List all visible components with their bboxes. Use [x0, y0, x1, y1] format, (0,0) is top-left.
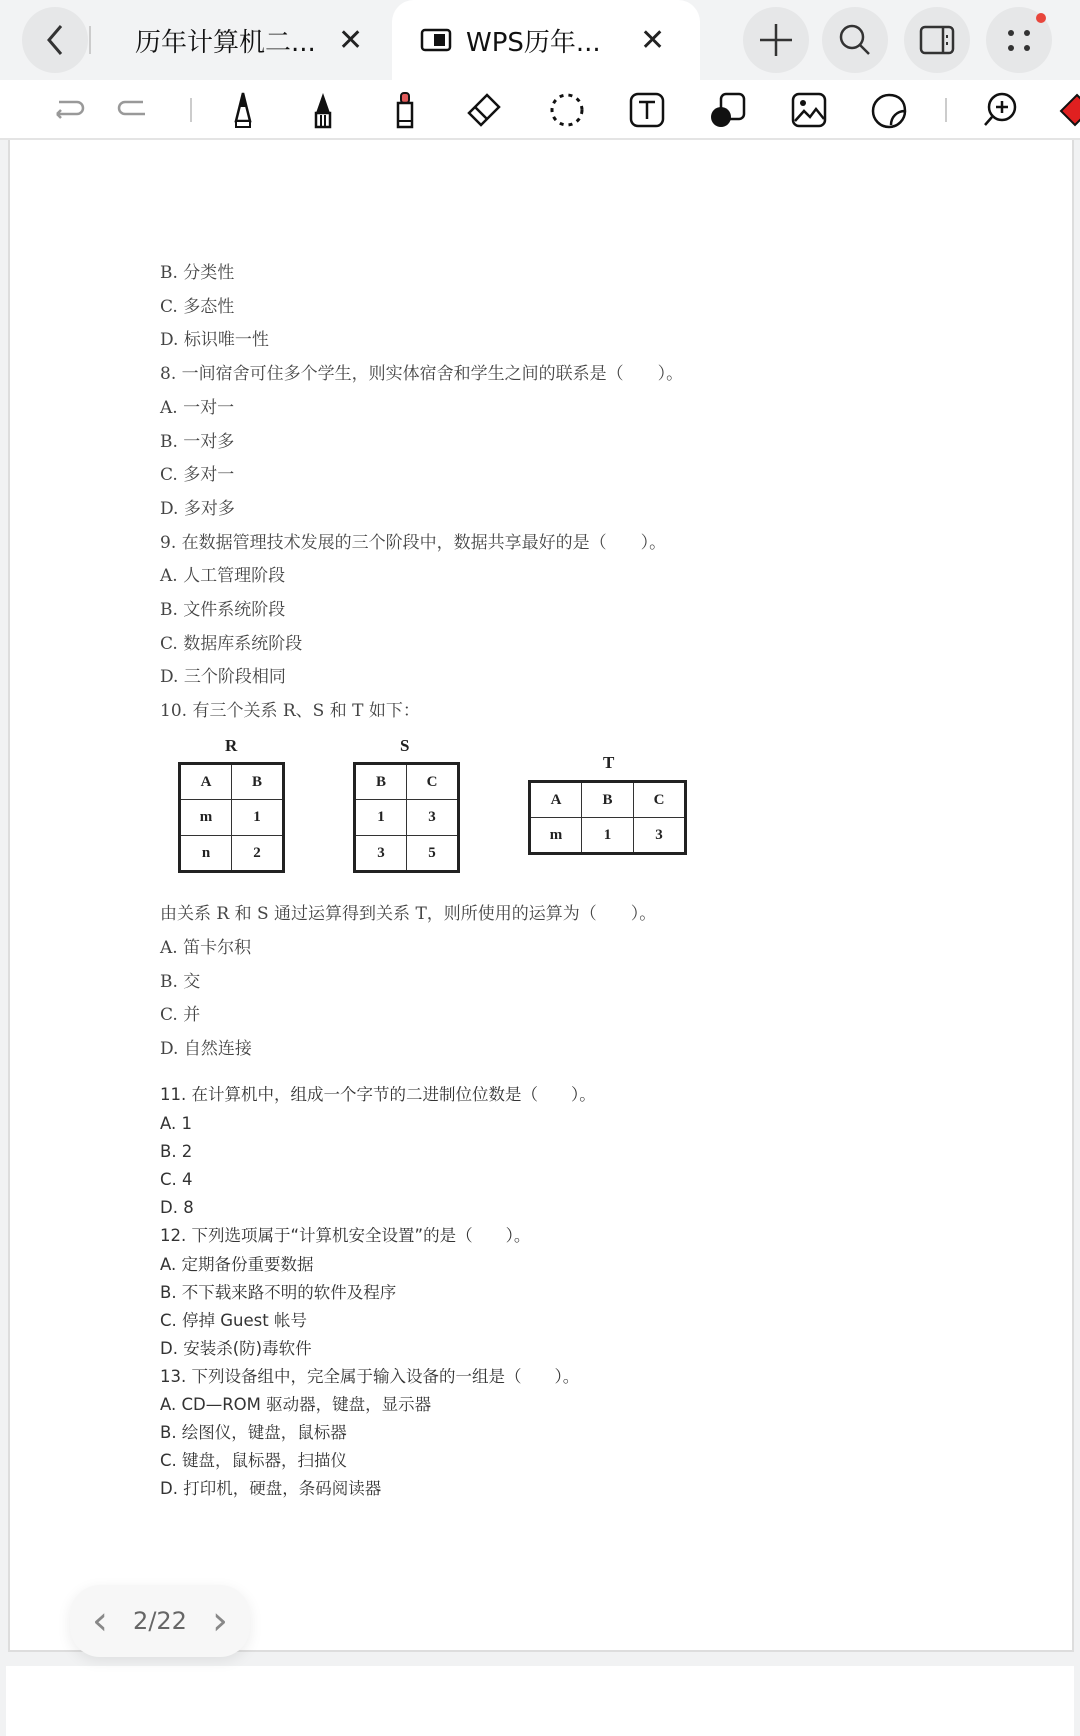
document-line: B. 2 [160, 1142, 193, 1162]
table-row [530, 782, 686, 818]
document-line: A. 定期备份重要数据 [160, 1254, 314, 1274]
document-line: D. 标识唯一性 [160, 330, 269, 351]
table-cell: C [634, 782, 686, 818]
plus-icon [758, 22, 794, 58]
sticker-icon[interactable] [870, 90, 910, 130]
relation-t-table [528, 780, 687, 855]
layout-button[interactable] [904, 7, 970, 73]
document-line: 11. 在计算机中，组成一个字节的二进制位位数是（ ）。 [160, 1085, 596, 1104]
document-line: 9. 在数据管理技术发展的三个阶段中，数据共享最好的是（ ）。 [160, 532, 667, 553]
table-cell: n [180, 836, 232, 872]
tab-title: WPS历年... [466, 27, 601, 58]
highlighter-icon[interactable] [385, 90, 425, 130]
document-line: B. 绘图仪，键盘，鼠标器 [160, 1423, 347, 1443]
red-eraser-icon[interactable] [1056, 90, 1080, 130]
sidebar-layout-icon [919, 25, 955, 55]
page-indicator: 2/22 [133, 1607, 187, 1635]
document-line: B. 交 [160, 972, 201, 992]
document-line: D. 8 [160, 1198, 194, 1218]
document-line: B. 分类性 [160, 263, 235, 283]
document-line: 由关系 R 和 S 通过运算得到关系 T，则所使用的运算为（ ）。 [160, 904, 657, 924]
document-line: B. 一对多 [160, 431, 235, 452]
document-line: 12. 下列选项属于“计算机安全设置”的是（ ）。 [160, 1226, 531, 1246]
document-line: D. 自然连接 [160, 1039, 252, 1059]
document-line: A. 人工管理阶段 [160, 566, 286, 587]
table-row [530, 818, 686, 854]
table-cell: 3 [355, 836, 407, 872]
table-cell: A [530, 782, 582, 818]
table-row [355, 764, 459, 800]
relation-t-label: T [603, 753, 615, 772]
pen-icon[interactable] [223, 90, 263, 130]
table-cell: 1 [355, 800, 407, 836]
document-line: C. 多态性 [160, 296, 235, 317]
document-line: C. 并 [160, 1005, 201, 1025]
table-cell: m [180, 800, 232, 836]
lasso-icon[interactable] [547, 90, 587, 130]
toolbar-divider [190, 98, 192, 122]
table-cell: 1 [232, 800, 284, 836]
document-line: A. 1 [160, 1114, 192, 1133]
document-line: A. CD—ROM 驱动器，键盘，显示器 [160, 1395, 432, 1414]
next-document-page [6, 1666, 1074, 1736]
table-cell: B [355, 764, 407, 800]
redo-icon[interactable] [115, 90, 155, 130]
document-line: B. 文件系统阶段 [160, 600, 286, 620]
text-box-icon[interactable] [627, 90, 667, 130]
table-row [355, 836, 459, 872]
table-cell: 1 [582, 818, 634, 854]
image-icon[interactable] [789, 90, 829, 130]
table-cell: m [530, 818, 582, 854]
document-line: A. 一对一 [160, 397, 235, 418]
shape-icon[interactable] [708, 90, 748, 130]
relation-r-table [178, 762, 285, 873]
relation-r-label: R [225, 736, 238, 755]
tab-2-active[interactable] [392, 0, 700, 80]
toolbar-divider [945, 98, 947, 122]
undo-icon[interactable] [47, 90, 87, 130]
prev-page-button[interactable]: ‹ [92, 1598, 108, 1644]
eraser-icon[interactable] [464, 90, 504, 130]
new-tab-button[interactable] [743, 7, 809, 73]
table-cell: B [232, 764, 284, 800]
table-cell: 3 [634, 818, 686, 854]
document-line: D. 三个阶段相同 [160, 667, 286, 688]
table-row [180, 764, 284, 800]
tab-divider [89, 26, 91, 54]
table-row [180, 800, 284, 836]
table-row [355, 800, 459, 836]
table-cell: 3 [407, 800, 459, 836]
relation-s-label: S [400, 736, 410, 755]
next-page-button[interactable]: › [212, 1598, 228, 1644]
document-icon [420, 28, 452, 52]
notification-dot [1036, 13, 1046, 23]
document-line: B. 不下载来路不明的软件及程序 [160, 1282, 397, 1302]
document-line: A. 笛卡尔积 [160, 938, 252, 958]
document-line: D. 打印机，硬盘，条码阅读器 [160, 1479, 382, 1499]
back-button[interactable] [22, 7, 88, 73]
table-cell: C [407, 764, 459, 800]
annotation-toolbar [0, 80, 1080, 140]
search-button[interactable] [822, 7, 888, 73]
search-icon [837, 22, 873, 58]
table-cell: 2 [232, 836, 284, 872]
table-cell: A [180, 764, 232, 800]
document-line: 10. 有三个关系 R、S 和 T 如下： [160, 701, 420, 722]
table-cell: 5 [407, 836, 459, 872]
table-row [180, 836, 284, 872]
close-icon[interactable]: ✕ [640, 22, 666, 58]
document-line: C. 键盘，鼠标器，扫描仪 [160, 1451, 348, 1471]
tab-title: 历年计算机二... [135, 27, 316, 58]
close-icon[interactable]: ✕ [338, 22, 364, 58]
document-line: C. 停掉 Guest 帐号 [160, 1310, 307, 1330]
grid-dots-icon [1004, 25, 1034, 55]
zoom-in-icon[interactable] [980, 90, 1020, 130]
document-line: C. 4 [160, 1170, 193, 1190]
document-line: C. 数据库系统阶段 [160, 633, 303, 654]
table-cell: B [582, 782, 634, 818]
document-line: 13. 下列设备组中，完全属于输入设备的一组是（ ）。 [160, 1366, 580, 1386]
document-line: 8. 一间宿舍可住多个学生，则实体宿舍和学生之间的联系是（ ）。 [160, 364, 684, 385]
relation-s-table [353, 762, 460, 873]
page-navigator [70, 1585, 250, 1657]
chevron-left-icon [43, 22, 67, 58]
document-line: D. 多对多 [160, 498, 235, 519]
tab-bar [0, 0, 1080, 80]
tab-1[interactable] [135, 0, 385, 80]
document-line: D. 安装杀(防)毒软件 [160, 1338, 312, 1358]
document-line: C. 多对一 [160, 465, 235, 486]
pencil-icon[interactable] [303, 90, 343, 130]
